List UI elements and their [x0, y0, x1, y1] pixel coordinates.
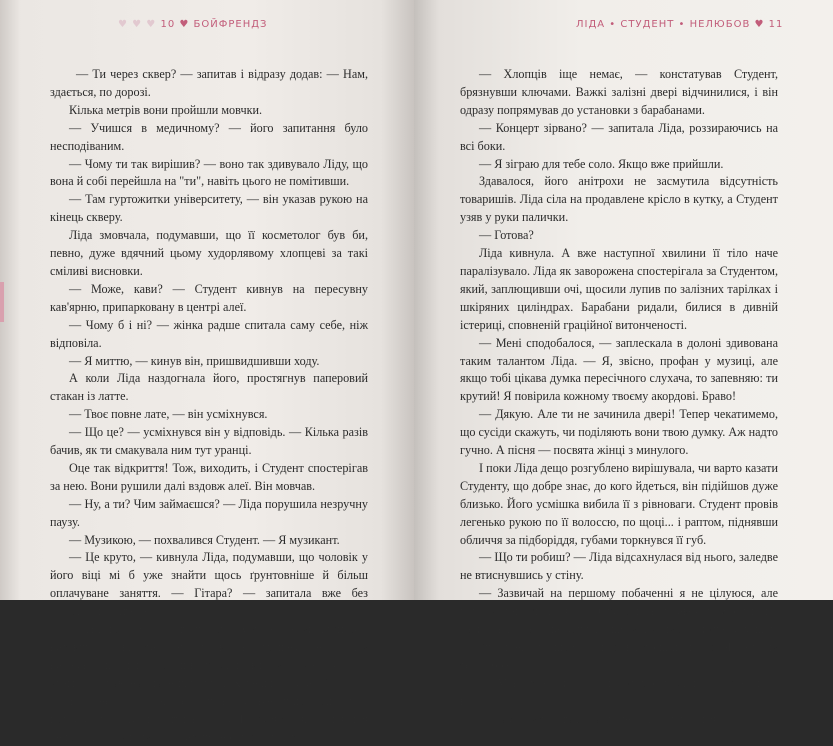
paragraph: Ліда змовчала, подумавши, що її косметолог був би, певно, дуже вдячний цьому худорлявому хлопцеві за такі сміливі висновки. — [50, 228, 368, 278]
left-page-header — [118, 19, 267, 30]
paragraph: — Дякую. Але ти не зачинила двері! Тепер чекатимемо, що сусіди скажуть, чи поділяють вони твою думку. Аж надто гучно. А пісня — посвята жінці з минулого. — [460, 407, 778, 458]
right-page-header — [576, 19, 783, 30]
heart-ornament-icon: ♥ ♥ ♥ — [118, 19, 157, 30]
paragraph: — Мені сподобалося, — заплескала в долоні здивована таким талантом Ліда. — Я, звісно, профан у музиці, але якщо тобі цікава думка пересічного слухача, то запевняю: ти крутий! Я повірила кожному твоєму акордові. Браво! — [460, 335, 778, 404]
paragraph: — Хлопців іще немає, — констатував Студент, брязнувши ключами. Важкі залізні двері відчинилися, і він одразу попрямував до установки з барабанами. — [460, 67, 778, 117]
paragraph: — Ну, а ти? Чим займаєшся? — Ліда порушила незручну паузу. — [50, 496, 368, 529]
paragraph: Здавалося, його анітрохи не засмутила відсутність товаришів. Ліда сіла на продавлене крісло в кутку, а Студент узяв у руки палички. — [460, 174, 778, 225]
right-page — [414, 0, 833, 726]
paragraph: Ліда кивнула. А вже наступної хвилини її тіло наче паралізувало. Ліда як заворожена спостерігала за Студентом, який, заплющивши очі, щосили лупив по залізних тарілках і шкіряних циліндрах. Барабани ридали, билися в дивній істериці, сповненій граційної витонченості. — [460, 246, 778, 332]
paragraph: — Мені треба йти, — промимрила Ліда, задкуючи до виходу. — [460, 675, 778, 708]
right-page-body — [460, 66, 778, 729]
book-title: БОЙФРЕНДЗ — [193, 19, 268, 30]
paragraph: — Музикою, — похвалився Студент. — Я музикант. — [69, 532, 340, 547]
right-page-number: 11 — [768, 19, 784, 30]
left-page — [0, 0, 414, 744]
left-page-number: 10 — [160, 19, 176, 30]
paragraph: — Учишся в медичному? — його запитання було несподіваним. — [50, 120, 368, 153]
paragraph: — Завтра в той-таки час у метро, домовилися? — [479, 711, 722, 726]
paragraph: — Це круто, — кивнула Ліда, подумавши, що чоловік у його віці мі б уже знайти щось ґрунтовніше й більш оплачуване заняття. — Гітара? — запитала вже без особливого інтересу. — [50, 550, 368, 619]
paragraph: — Ти через сквер? — запитав і відразу додав: — Нам, здається, по дорозі. — [50, 67, 368, 99]
paragraph: Оце так відкриття! Тож, виходить, і Студент спостерігав за нею. Вони рушили далі вздовж алеї. Він мовчав. — [50, 460, 368, 493]
paragraph: — Чому ти так вирішив? — воно так здивувало Ліду, що вона й собі перейшла на "ти", навіть цього не помітивши. — [50, 156, 368, 189]
paragraph: — Що це? — усміхнувся він у відповідь. — Кілька разів бачив, як ти смакувала ним тут уранці. — [50, 425, 368, 458]
paragraph: — Я миттю, — кинув він, пришвидшивши ходу. — [69, 353, 320, 368]
paragraph: — Що ти робиш? — Ліда відсахнулася від нього, заледве не втиснувшись у стіну. — [460, 550, 778, 583]
paragraph: — Я зіграю для тебе соло. Якщо вже прийшли. — [479, 156, 724, 171]
heart-icon: ♥ — [754, 19, 765, 30]
paragraph: — Концерт зірвано? — запитала Ліда, роззираючись на всі боки. — [460, 120, 778, 153]
paragraph: І поки Ліда дещо розгублено вирішувала, чи варто казати Студенту, що добре знає, до кого йдеться, він підійшов дуже близько. Його усмішка вибила її з рівноваги. Студент провів легенько рукою по її волоссю, по щоці... і раптом, піднявши обличчя за підборіддя, губами торкнувся її губ. — [460, 460, 778, 547]
left-page-body — [50, 66, 368, 746]
paragraph: Вона не відповіла, але чомусь слухняно пішла слідом до під'їзду будинку, де Студент жив. Виявляється, студія для репетицій — у підвалі багатоповерхівки в центрі. — [50, 693, 368, 744]
heart-icon: ♥ — [179, 19, 190, 30]
paragraph: — Твоє повне лате, — він усміхнувся. — [69, 407, 268, 422]
paragraph: — Там гуртожитки університету, — він указав рукою на кінець скверу. — [50, 192, 368, 225]
paragraph: А коли Ліда наздогнала його, простягнув паперовий стакан із латте. — [50, 371, 368, 404]
paragraph: — Готова? — [479, 228, 534, 243]
paragraph: Кілька метрів вони пройшли мовчки. — [69, 102, 263, 117]
paragraph: — Чому б і ні? — жінка радше спитала саму себе, ніж відповіла. — [50, 317, 368, 350]
running-title: ЛІДА • СТУДЕНТ • НЕЛЮБОВ — [576, 19, 751, 30]
paragraph: — Ні, це було б надто просто. А я люблю виділятися з натовпу! — він так само вдоволено гмикнув, ніби знав напевно: що його особливість Ліда вже встигла взяти до уваги. — Граю на ударних у групі. Хочеш послухати? — [50, 622, 368, 690]
paragraph: — Може, кави? — Студент кивнув на пересувну кав'ярню, припарковану в центрі алеї. — [50, 281, 368, 314]
paragraph: — Зазвичай на першому побаченні я не цілуюся, але чомусь так сталося, — Студент намагався говорити по-серйозно, але Ліда відчула, що він ледве стримує усмішку. — Спонтанно вийшло, якийсь внутрішній потяг. Я не хотів тебе образити. — [460, 586, 778, 672]
